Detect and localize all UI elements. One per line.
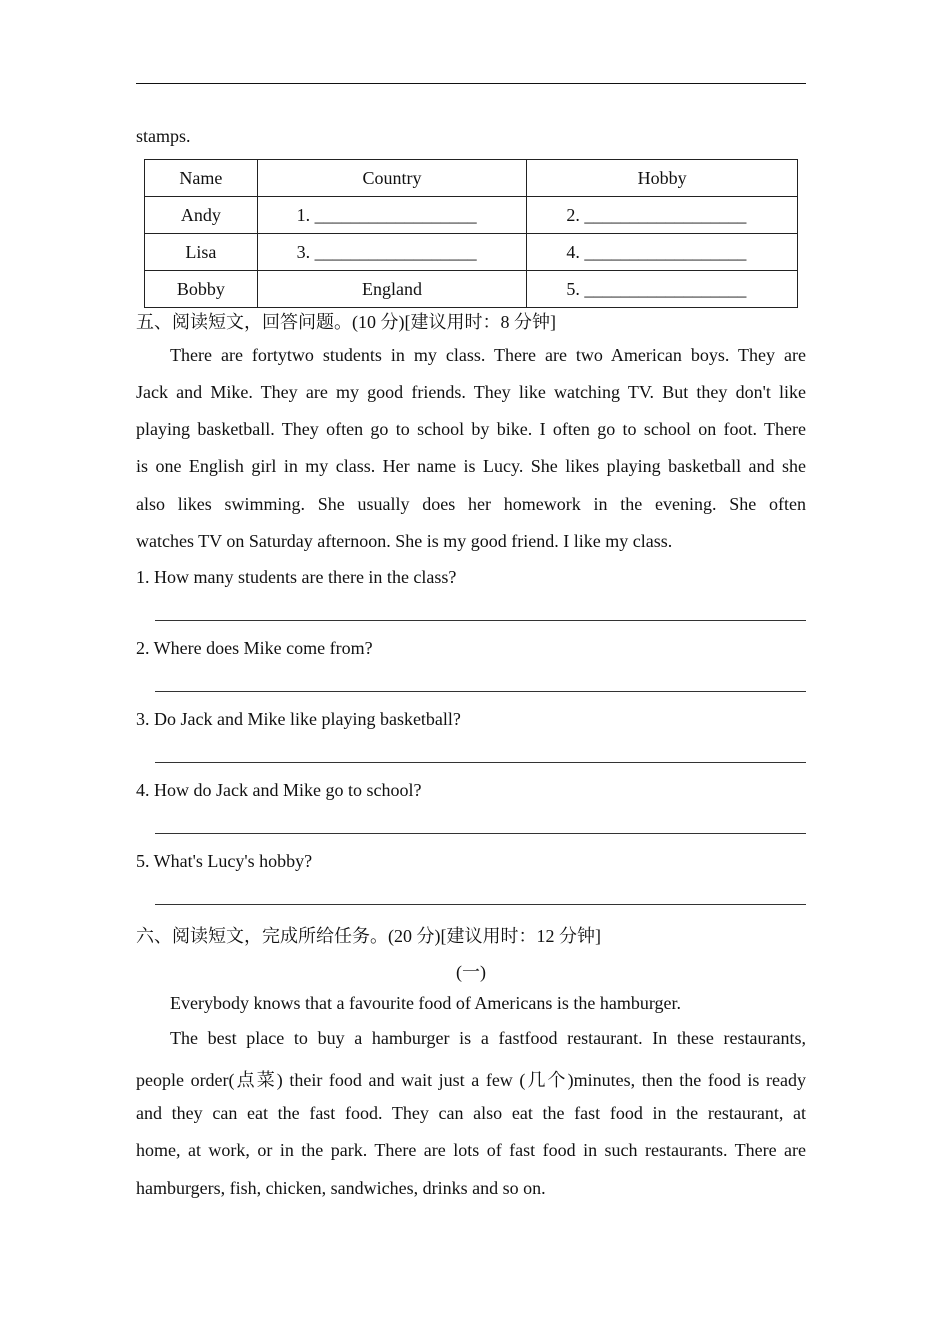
section5-heading: 五、阅读短文，回答问题。(10 分)[建议用时：8 分钟] [136,312,556,332]
table-cell: Andy [145,197,258,234]
table-row [145,197,798,234]
passage-line: There are fortytwo students in my class. There are two American boys. They are [170,345,806,365]
passage-line: Jack and Mike. They are my good friends. They like watching TV. But they don't like [136,382,806,402]
header-country: Country [257,160,527,197]
header-name: Name [145,160,258,197]
header-hobby: Hobby [527,160,798,197]
paragraph-1: Everybody knows that a favourite food of Americans is the hamburger. [170,993,682,1013]
header-rule [136,83,806,84]
part-label: (一) [456,962,486,982]
table-cell: England [257,271,527,308]
continued-text: stamps. [136,126,191,146]
answer-line-3[interactable] [155,762,806,763]
answer-blank[interactable]: 4. __________________ [527,234,798,271]
passage-line: is one English girl in my class. Her name is Lucy. She likes playing basketball and she [136,456,806,476]
table-row [145,271,798,308]
question-3: 3. Do Jack and Mike like playing basketball? [136,709,461,729]
table-cell: Bobby [145,271,258,308]
table-cell: Lisa [145,234,258,271]
paragraph-2-line: and they can eat the fast food. They can also eat the fast food in the restaurant, at [136,1103,806,1123]
answer-line-4[interactable] [155,833,806,834]
paragraph-2-line: home, at work, or in the park. There are lots of fast food in such restaurants. There are [136,1140,806,1160]
paragraph-2-line: hamburgers, fish, chicken, sandwiches, drinks and so on. [136,1178,546,1198]
answer-line-1[interactable] [155,620,806,621]
answer-blank[interactable]: 3. __________________ [257,234,527,271]
answer-blank[interactable]: 5. __________________ [527,271,798,308]
question-1: 1. How many students are there in the class? [136,567,457,587]
paragraph-2-line: The best place to buy a hamburger is a fastfood restaurant. In these restaurants, [170,1028,806,1048]
answer-blank[interactable]: 1. __________________ [257,197,527,234]
passage-line: also likes swimming. She usually does her homework in the evening. She often [136,494,806,514]
answer-line-2[interactable] [155,691,806,692]
hobby-table [144,159,798,308]
table-header-row [145,160,798,197]
section6-heading: 六、阅读短文，完成所给任务。(20 分)[建议用时：12 分钟] [136,926,601,946]
paragraph-2-line: people order(点菜) their food and wait just a few (几个)minutes, then the food is ready [136,1070,806,1090]
passage-line: watches TV on Saturday afternoon. She is my good friend. I like my class. [136,531,673,551]
question-2: 2. Where does Mike come from? [136,638,373,658]
table-row [145,234,798,271]
answer-line-5[interactable] [155,904,806,905]
answer-blank[interactable]: 2. __________________ [527,197,798,234]
passage-line: playing basketball. They often go to school by bike. I often go to school on foot. There [136,419,806,439]
question-4: 4. How do Jack and Mike go to school? [136,780,422,800]
question-5: 5. What's Lucy's hobby? [136,851,313,871]
